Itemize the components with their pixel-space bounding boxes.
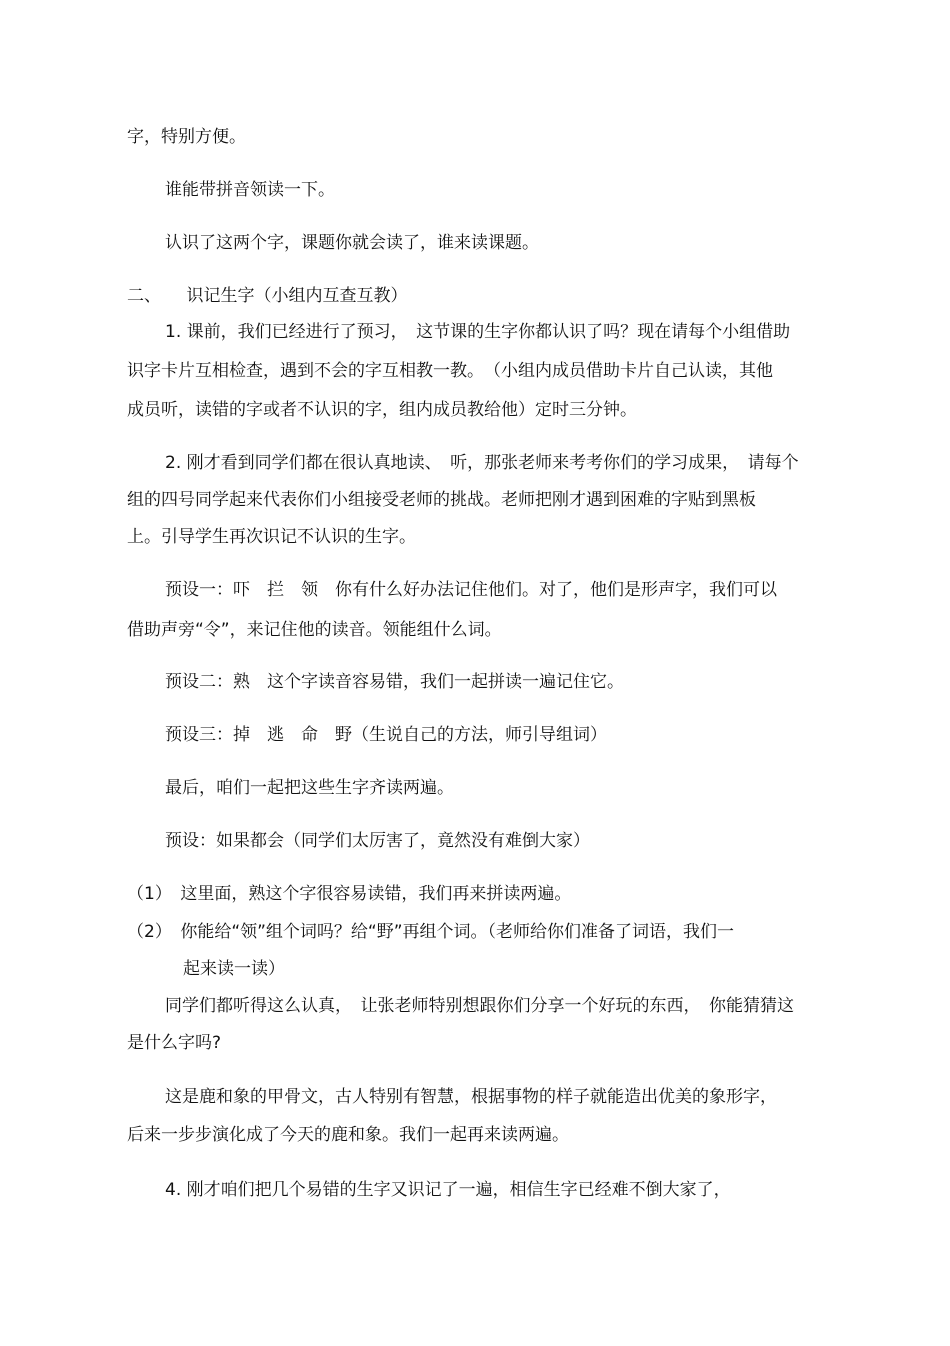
text-line: 借助声旁“令”，来记住他的读音。领能组什么词。 (127, 620, 502, 640)
section-heading: 二、 识记生字（小组内互查互教） (127, 286, 408, 306)
text-line: 这是鹿和象的甲骨文，古人特别有智慧，根据事物的样子就能造出优美的象形字， (165, 1087, 777, 1107)
text-line: 最后，咱们一起把这些生字齐读两遍。 (165, 778, 454, 798)
text-line: 成员听，读错的字或者不认识的字，组内成员教给他）定时三分钟。 (127, 400, 637, 420)
text-line: 组的四号同学起来代表你们小组接受老师的挑战。老师把刚才遇到困难的字贴到黑板 (127, 490, 756, 510)
text-line: 字，特别方便。 (127, 127, 246, 147)
text-line: 谁能带拼音领读一下。 (165, 180, 335, 200)
list-item: （2） 你能给“领”组个词吗？给“野”再组个词。（老师给你们准备了词语，我们一 (127, 922, 735, 942)
text-line: 是什么字吗? (127, 1033, 222, 1053)
text-line: 起来读一读） (183, 959, 285, 979)
text-line: 预设三：掉 逃 命 野（生说自己的方法，师引导组词） (165, 725, 607, 745)
list-item: （1） 这里面，熟这个字很容易读错，我们再来拼读两遍。 (127, 884, 572, 904)
text-line: 预设二：熟 这个字读音容易错，我们一起拼读一遍记住它。 (165, 672, 624, 692)
text-line: 上。引导学生再次识记不认识的生字。 (127, 527, 416, 547)
text-line: 预设：如果都会（同学们太厉害了，竟然没有难倒大家） (165, 831, 590, 851)
text-line: 预设一：吓 拦 领 你有什么好办法记住他们。对了，他们是形声字，我们可以 (165, 580, 777, 600)
text-line: 同学们都听得这么认真， 让张老师特别想跟你们分享一个好玩的东西， 你能猜猜这 (165, 996, 794, 1016)
text-line: 后来一步步演化成了今天的鹿和象。我们一起再来读两遍。 (127, 1125, 569, 1145)
text-line: 识字卡片互相检查，遇到不会的字互相教一教。 （小组内成员借助卡片自己认读，其他 (127, 361, 773, 381)
text-line: 认识了这两个字，课题你就会读了，谁来读课题。 (165, 233, 539, 253)
text-line: 1. 课前，我们已经进行了预习， 这节课的生字你都认识了吗？现在请每个小组借助 (165, 322, 791, 342)
text-line: 2. 刚才看到同学们都在很认真地读、 听，那张老师来考考你们的学习成果， 请每个 (165, 453, 799, 473)
text-line: 4. 刚才咱们把几个易错的生字又识记了一遍，相信生字已经难不倒大家了， (165, 1180, 731, 1200)
